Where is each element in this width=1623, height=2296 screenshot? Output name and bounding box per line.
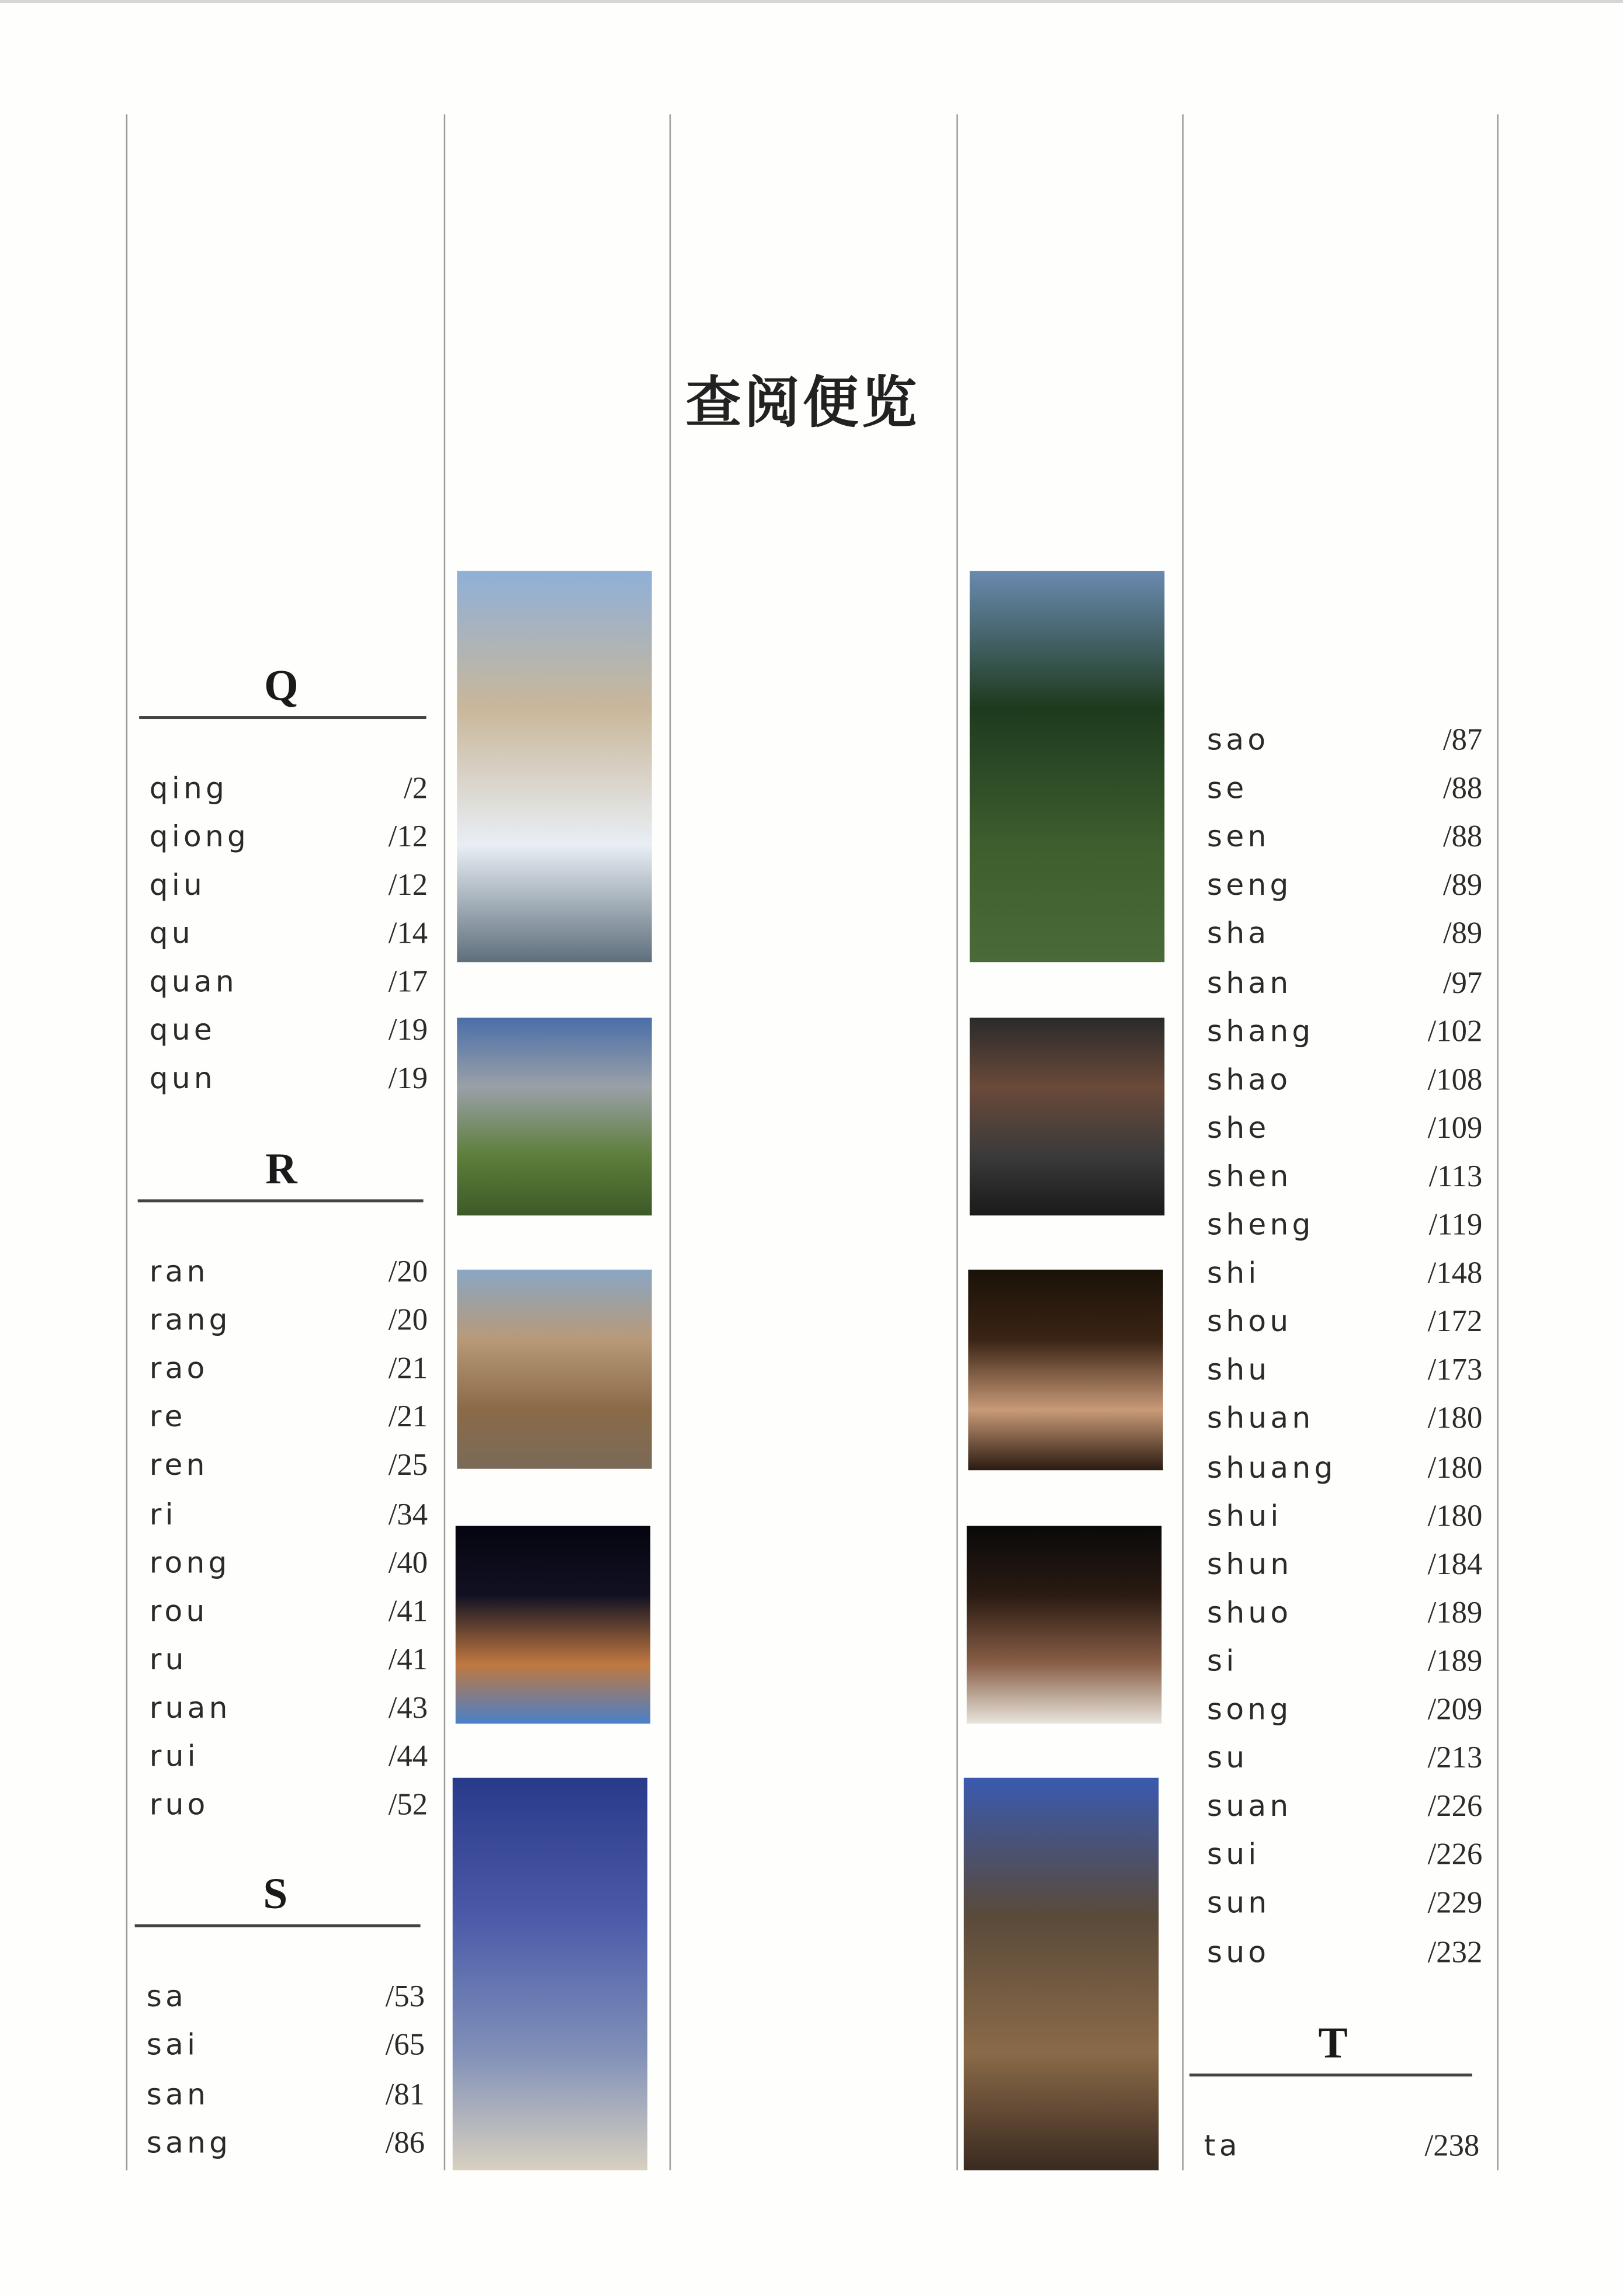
pinyin-syllable: shui xyxy=(1206,1497,1282,1533)
pinyin-syllable: quan xyxy=(149,963,238,999)
index-entry[interactable] xyxy=(1207,964,1482,1008)
index-entry[interactable] xyxy=(1207,1837,1482,1881)
page-number: /119 xyxy=(1428,1206,1483,1242)
index-entry[interactable] xyxy=(1207,1691,1482,1735)
pinyin-syllable: se xyxy=(1206,770,1248,806)
page-number: /148 xyxy=(1427,1255,1483,1291)
index-entry[interactable] xyxy=(1207,1788,1482,1832)
page-number: /43 xyxy=(388,1690,428,1725)
section-heading-t: T xyxy=(1318,2019,1348,2068)
index-entry[interactable] xyxy=(1207,1449,1482,1493)
camel-desert-photo xyxy=(457,1270,651,1469)
column-divider xyxy=(444,114,446,2170)
index-entry[interactable] xyxy=(1207,1643,1482,1687)
coastline-photo xyxy=(457,571,651,962)
index-entry[interactable] xyxy=(150,1060,428,1104)
page-number: /232 xyxy=(1427,1933,1483,1969)
page-number: /21 xyxy=(388,1350,428,1386)
index-entry[interactable] xyxy=(1207,1401,1482,1444)
pinyin-syllable: seng xyxy=(1206,867,1292,903)
index-entry[interactable] xyxy=(1207,1304,1482,1347)
pinyin-syllable: si xyxy=(1206,1642,1238,1678)
page-number: /226 xyxy=(1427,1836,1483,1872)
pinyin-syllable: she xyxy=(1206,1109,1270,1145)
index-entry[interactable] xyxy=(150,1302,428,1346)
page-number: /44 xyxy=(388,1738,428,1774)
pinyin-syllable: sao xyxy=(1206,722,1270,758)
section-rule xyxy=(139,716,426,718)
index-entry[interactable] xyxy=(1207,1061,1482,1105)
pinyin-syllable: shang xyxy=(1206,1012,1315,1048)
index-entry[interactable] xyxy=(1207,1110,1482,1154)
pinyin-syllable: ruan xyxy=(149,1690,231,1725)
page-number: /88 xyxy=(1442,770,1483,806)
pinyin-syllable: sun xyxy=(1206,1885,1271,1920)
index-entry[interactable] xyxy=(1207,1498,1482,1541)
pinyin-syllable: sen xyxy=(1206,818,1270,855)
page-number: /41 xyxy=(388,1593,428,1628)
index-entry[interactable] xyxy=(1207,722,1482,766)
page-number: /184 xyxy=(1427,1545,1483,1581)
index-entry[interactable] xyxy=(150,1641,428,1685)
page-number: /108 xyxy=(1427,1061,1483,1097)
index-entry[interactable] xyxy=(150,1012,428,1055)
index-entry[interactable] xyxy=(150,1738,428,1782)
page-number: /14 xyxy=(388,915,428,951)
page-number: /173 xyxy=(1427,1352,1483,1388)
index-entry[interactable] xyxy=(150,1350,428,1394)
index-entry[interactable] xyxy=(147,2125,425,2169)
page-number: /213 xyxy=(1427,1739,1483,1775)
pinyin-syllable: rao xyxy=(149,1350,209,1386)
index-entry[interactable] xyxy=(150,867,428,911)
index-entry[interactable] xyxy=(1207,770,1482,814)
pinyin-syllable: song xyxy=(1206,1691,1292,1727)
column-divider xyxy=(126,114,128,2170)
page-number: /88 xyxy=(1442,818,1483,855)
index-entry[interactable] xyxy=(147,2076,425,2120)
index-entry[interactable] xyxy=(150,1593,428,1637)
section-heading-s: S xyxy=(263,1870,288,1919)
page-number: /40 xyxy=(388,1544,428,1580)
pinyin-syllable: sang xyxy=(146,2124,232,2160)
portrait-woman-photo xyxy=(968,1270,1163,1470)
page-number: /34 xyxy=(388,1496,428,1531)
satellite-earth-photo xyxy=(456,1526,650,1724)
pinyin-syllable: shen xyxy=(1206,1158,1292,1194)
pinyin-syllable: sui xyxy=(1206,1836,1260,1872)
page-number: /86 xyxy=(385,2124,425,2160)
index-entry[interactable] xyxy=(1207,1207,1482,1251)
index-entry[interactable] xyxy=(1207,1885,1482,1929)
page-number: /89 xyxy=(1442,915,1483,951)
page-number: /19 xyxy=(388,1060,428,1096)
index-entry[interactable] xyxy=(1207,1740,1482,1784)
pinyin-syllable: shu xyxy=(1206,1352,1271,1388)
pinyin-syllable: qing xyxy=(149,770,228,805)
pinyin-syllable: ru xyxy=(149,1641,188,1677)
pinyin-syllable: rang xyxy=(149,1302,231,1338)
index-entry[interactable] xyxy=(1207,1158,1482,1202)
page-number: /2 xyxy=(404,770,428,805)
index-entry[interactable] xyxy=(1204,2128,1479,2172)
index-entry[interactable] xyxy=(150,964,428,1008)
page-number: /65 xyxy=(385,2027,425,2062)
pinyin-syllable: qun xyxy=(149,1060,216,1096)
pinyin-syllable: rui xyxy=(149,1738,199,1774)
page-number: /189 xyxy=(1427,1594,1483,1630)
page-number: /172 xyxy=(1427,1303,1483,1339)
pinyin-syllable: sheng xyxy=(1206,1206,1315,1242)
page-number: /17 xyxy=(388,963,428,999)
section-heading-q: Q xyxy=(264,662,299,710)
index-entry[interactable] xyxy=(150,770,428,814)
page-number: /21 xyxy=(388,1399,428,1434)
page-number: /109 xyxy=(1427,1109,1483,1145)
page-title: 查阅便览 xyxy=(685,369,920,435)
index-entry[interactable] xyxy=(150,819,428,863)
column-divider xyxy=(1497,114,1499,2170)
pinyin-syllable: suo xyxy=(1206,1933,1270,1969)
index-entry[interactable] xyxy=(150,1544,428,1588)
index-entry[interactable] xyxy=(1207,916,1482,960)
page-number: /20 xyxy=(388,1302,428,1338)
index-entry[interactable] xyxy=(150,1787,428,1830)
pinyin-syllable: shuang xyxy=(1206,1449,1337,1485)
crowd-photo xyxy=(970,1018,1164,1215)
pinyin-syllable: que xyxy=(149,1012,216,1047)
pinyin-syllable: ren xyxy=(149,1447,209,1483)
pinyin-syllable: sa xyxy=(146,1978,188,2014)
index-entry[interactable] xyxy=(1207,1352,1482,1396)
page-number: /97 xyxy=(1442,964,1483,1000)
page-number: /12 xyxy=(388,818,428,854)
page-number: /52 xyxy=(388,1787,428,1822)
pinyin-syllable: san xyxy=(146,2076,210,2111)
page-number: /238 xyxy=(1424,2127,1480,2163)
pinyin-syllable: re xyxy=(149,1399,186,1434)
column-divider xyxy=(1182,114,1184,2170)
index-entry[interactable] xyxy=(147,1978,425,2022)
page-number: /19 xyxy=(388,1012,428,1047)
shakespeare-portrait-photo xyxy=(967,1526,1161,1724)
pinyin-syllable: shuan xyxy=(1206,1400,1315,1436)
page-number: /87 xyxy=(1442,722,1483,758)
page-number: /189 xyxy=(1427,1642,1483,1678)
index-entry[interactable] xyxy=(150,1253,428,1297)
pinyin-syllable: ri xyxy=(149,1496,177,1531)
page-number: /180 xyxy=(1427,1497,1483,1533)
column-divider xyxy=(670,114,671,2170)
pinyin-syllable: sai xyxy=(146,2027,199,2062)
pinyin-syllable: ran xyxy=(149,1253,209,1289)
page-number: /180 xyxy=(1427,1449,1483,1485)
pinyin-syllable: qiu xyxy=(149,867,206,902)
index-entry[interactable] xyxy=(1207,1934,1482,1978)
page-number: /81 xyxy=(385,2076,425,2111)
pinyin-syllable: rou xyxy=(149,1593,209,1628)
pinyin-syllable: sha xyxy=(1206,915,1270,951)
page-number: /12 xyxy=(388,867,428,902)
pinyin-syllable: ta xyxy=(1204,2127,1241,2163)
page-number: /226 xyxy=(1427,1788,1483,1823)
page-number: /209 xyxy=(1427,1691,1483,1727)
index-entry[interactable] xyxy=(150,915,428,959)
page-number: /20 xyxy=(388,1253,428,1289)
index-entry[interactable] xyxy=(1207,1595,1482,1638)
pinyin-syllable: qiong xyxy=(149,818,250,854)
index-entry[interactable] xyxy=(150,1399,428,1443)
index-entry[interactable] xyxy=(150,1496,428,1540)
pinyin-syllable: su xyxy=(1206,1739,1249,1775)
page-number: /229 xyxy=(1427,1885,1483,1920)
index-entry[interactable] xyxy=(1207,867,1482,911)
section-heading-r: R xyxy=(265,1145,297,1194)
pinyin-syllable: shao xyxy=(1206,1061,1292,1097)
index-entry[interactable] xyxy=(147,2027,425,2071)
pinyin-syllable: shan xyxy=(1206,964,1292,1000)
section-rule xyxy=(1189,2073,1472,2076)
top-border xyxy=(0,0,1623,3)
mountain-village-photo xyxy=(457,1018,651,1215)
index-entry[interactable] xyxy=(150,1690,428,1734)
index-entry[interactable] xyxy=(150,1447,428,1491)
page-number: /25 xyxy=(388,1447,428,1483)
pinyin-syllable: ruo xyxy=(149,1787,209,1822)
index-entry[interactable] xyxy=(1207,1013,1482,1057)
section-rule xyxy=(138,1199,424,1201)
index-entry[interactable] xyxy=(1207,819,1482,863)
mosque-photo xyxy=(453,1778,647,2170)
pinyin-syllable: shuo xyxy=(1206,1594,1292,1630)
index-entry[interactable] xyxy=(1207,1546,1482,1590)
section-rule xyxy=(135,1924,421,1926)
page-number: /53 xyxy=(385,1978,425,2014)
page-number: /41 xyxy=(388,1641,428,1677)
standing-stones-photo xyxy=(970,571,1164,962)
pinyin-syllable: suan xyxy=(1206,1788,1292,1823)
pinyin-syllable: shou xyxy=(1206,1303,1292,1339)
page-number: /113 xyxy=(1428,1158,1483,1194)
clock-tower-fountain-photo xyxy=(964,1778,1159,2170)
page-number: /102 xyxy=(1427,1012,1483,1048)
pinyin-syllable: shi xyxy=(1206,1255,1260,1291)
page-number: /89 xyxy=(1442,867,1483,903)
index-entry[interactable] xyxy=(1207,1255,1482,1299)
column-divider xyxy=(956,114,958,2170)
pinyin-syllable: shun xyxy=(1206,1545,1293,1581)
page-number: /180 xyxy=(1427,1400,1483,1436)
pinyin-syllable: qu xyxy=(149,915,194,951)
pinyin-syllable: rong xyxy=(149,1544,231,1580)
